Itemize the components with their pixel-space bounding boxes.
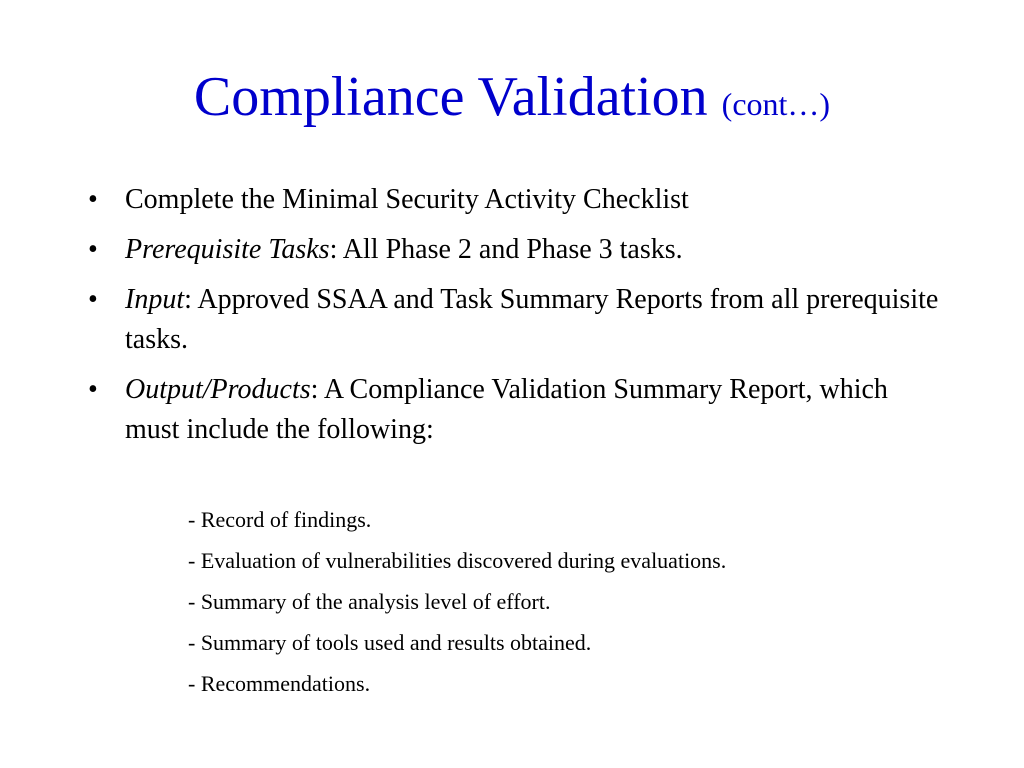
bullet-item-prerequisite-tasks bbox=[88, 230, 948, 270]
list-item: - Evaluation of vulnerabilities discovered during evaluations. bbox=[188, 548, 727, 573]
bullet-text: : All Phase 2 and Phase 3 tasks. bbox=[329, 234, 683, 265]
bullet-marker: • bbox=[88, 234, 98, 265]
bullet-label: Input bbox=[125, 284, 185, 315]
bullet-text: : Approved SSAA and Task Summary Reports from all prerequisite tasks. bbox=[125, 284, 939, 355]
bullet-marker: • bbox=[88, 184, 98, 215]
report-contents-list bbox=[188, 505, 726, 710]
bullet-list bbox=[88, 180, 948, 460]
bullet-item-checklist bbox=[88, 180, 948, 220]
bullet-label: Output/Products bbox=[125, 374, 311, 405]
list-item: - Recommendations. bbox=[188, 671, 371, 696]
list-item: - Summary of the analysis level of effort. bbox=[188, 589, 551, 614]
bullet-marker: • bbox=[88, 284, 98, 315]
list-item: - Record of findings. bbox=[188, 507, 372, 532]
bullet-text: : A Compliance Validation Summary Report, which must include the following: bbox=[125, 374, 888, 445]
bullet-text: Complete the Minimal Security Activity Checklist bbox=[125, 184, 689, 215]
slide-title-suffix: (cont…) bbox=[721, 86, 831, 122]
bullet-item-input bbox=[88, 280, 948, 360]
bullet-label: Prerequisite Tasks bbox=[125, 234, 330, 265]
bullet-item-output-products bbox=[88, 370, 948, 450]
slide-title bbox=[0, 62, 1024, 139]
list-item: - Summary of tools used and results obtained. bbox=[188, 630, 592, 655]
slide-title-main: Compliance Validation bbox=[193, 66, 708, 128]
bullet-marker: • bbox=[88, 374, 98, 405]
